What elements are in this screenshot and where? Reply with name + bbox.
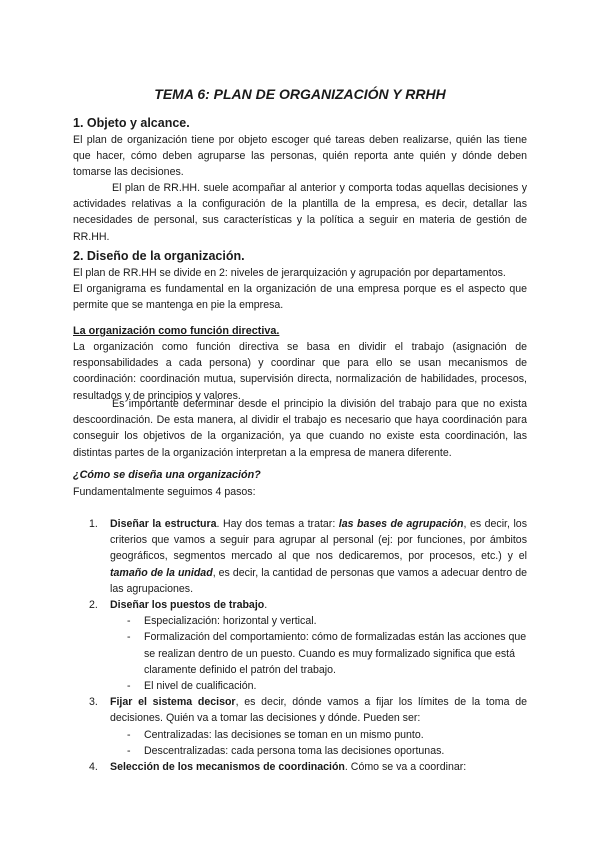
section-1-paragraph-2: El plan de RR.HH. suele acompañar al anterior y comporta todas aquellas decisiones y actividades relativas a la configuración de la plantilla de la empresa, es decir, detallar las necesidades de personal, sus características y la política a seguir en materia de gestión de RR.HH. — [73, 182, 527, 243]
section-1-paragraph-1: El plan de organización tiene por objeto escoger qué tareas deben realizarse, quién las tiene que hacer, cómo deben agruparse las personas, quién reporta ante quién y dónde deben tomarse las decisiones. — [73, 134, 527, 179]
step-title: Fijar el sistema decisor — [110, 696, 236, 709]
step-title: Selección de los mecanismos de coordinación — [110, 761, 345, 774]
list-item: 4. Selección de los mecanismos de coordinación. Cómo se va a coordinar: — [73, 759, 527, 775]
step-number: 2. — [89, 599, 98, 612]
list-item: - Centralizadas: las decisiones se toman en un mismo punto. — [127, 728, 424, 741]
subsection-heading: La organización como función directiva. — [73, 325, 280, 337]
section-2-paragraph-2: El organigrama es fundamental en la organización de una empresa porque es el aspecto que permite que se mantenga en pie la empresa. — [73, 283, 527, 312]
list-item: - El nivel de cualificación. — [127, 680, 257, 693]
steps-list — [73, 516, 527, 775]
list-item: - Formalización del comportamiento: cómo de formalizadas están las acciones que se realizan dentro de un puesto. Cuando es muy formalizado significa que está claramente definido el patrón del trabajo. — [127, 631, 527, 676]
list-item: 2. Diseñar los puestos de trabajo. - Especialización: horizontal y vertical. - Formalización del comportamiento: cómo de formalizadas están las acciones que se realizan dentro de un puesto. Cuando es muy formalizado significa que está claramente definido el patrón del trabajo. - El nivel de cualificación. — [73, 597, 527, 694]
list-item: 1. Diseñar la estructura. Hay dos temas a tratar: las bases de agrupación, es decir, los criterios que vamos a seguir para agrupar al personal (ej: por funciones, por ámbitos geográficos, segmentos mercado al que nos dedicaremos, por procesos, etc.) y el tamaño de la unidad, es decir, la cantidad de personas que vamos a adecuar dentro de las agrupaciones. — [89, 518, 528, 595]
emphasis: las bases de agrupación — [338, 518, 464, 530]
step-number: 1. — [89, 518, 98, 530]
emphasis: tamaño de la unidad — [110, 566, 213, 579]
sub-list — [110, 727, 527, 759]
section-2-paragraph-4: Es importante determinar desde el principio la división del trabajo para que no exista descoordinación. De esta manera, al dividir el trabajo es necesario que haya coordinación para conseguir los objetivos de la organización, ya que cuando no existe esta coordinación, las distintas partes de la organización interpretan a la empresa de manera diferente. — [73, 398, 527, 459]
step-number: 3. — [89, 696, 98, 709]
step-number: 4. — [89, 761, 98, 774]
section-1-heading: 1. Objeto y alcance. — [73, 116, 190, 130]
question-heading: ¿Cómo se diseña una organización? — [73, 469, 261, 481]
section-2-paragraph-1: El plan de RR.HH se divide en 2: niveles de jerarquización y agrupación por departamentos. — [73, 267, 506, 279]
section-2-paragraph-3: La organización como función directiva se basa en dividir el trabajo (asignación de responsabilidades a cada persona) y coordinar que para ello se usan mecanismos de coordinación: coordinación mutua, supervisión directa, normalización de habilidades, procesos, resultados y de principios y valores. — [73, 341, 527, 402]
step-title: Diseñar la estructura — [110, 518, 217, 530]
step-title: Diseñar los puestos de trabajo — [110, 599, 265, 612]
list-item: - Descentralizadas: cada persona toma las decisiones oportunas. — [127, 744, 445, 757]
steps-intro: Fundamentalmente seguimos 4 pasos: — [73, 486, 256, 498]
list-item: 3. Fijar el sistema decisor, es decir, dónde vamos a fijar los límites de la toma de decisiones. Quién va a tomar las decisiones y dónde. Pueden ser: - Centralizadas: las decisiones se toman en un mismo punto. - Descentralizadas: cada persona toma las decisiones oportunas. — [73, 694, 527, 759]
page-title: TEMA 6: PLAN DE ORGANIZACIÓN Y RRHH — [154, 86, 446, 102]
list-item: - Especialización: horizontal y vertical. — [127, 615, 317, 628]
section-2-heading: 2. Diseño de la organización. — [73, 249, 245, 263]
sub-list — [110, 613, 527, 694]
